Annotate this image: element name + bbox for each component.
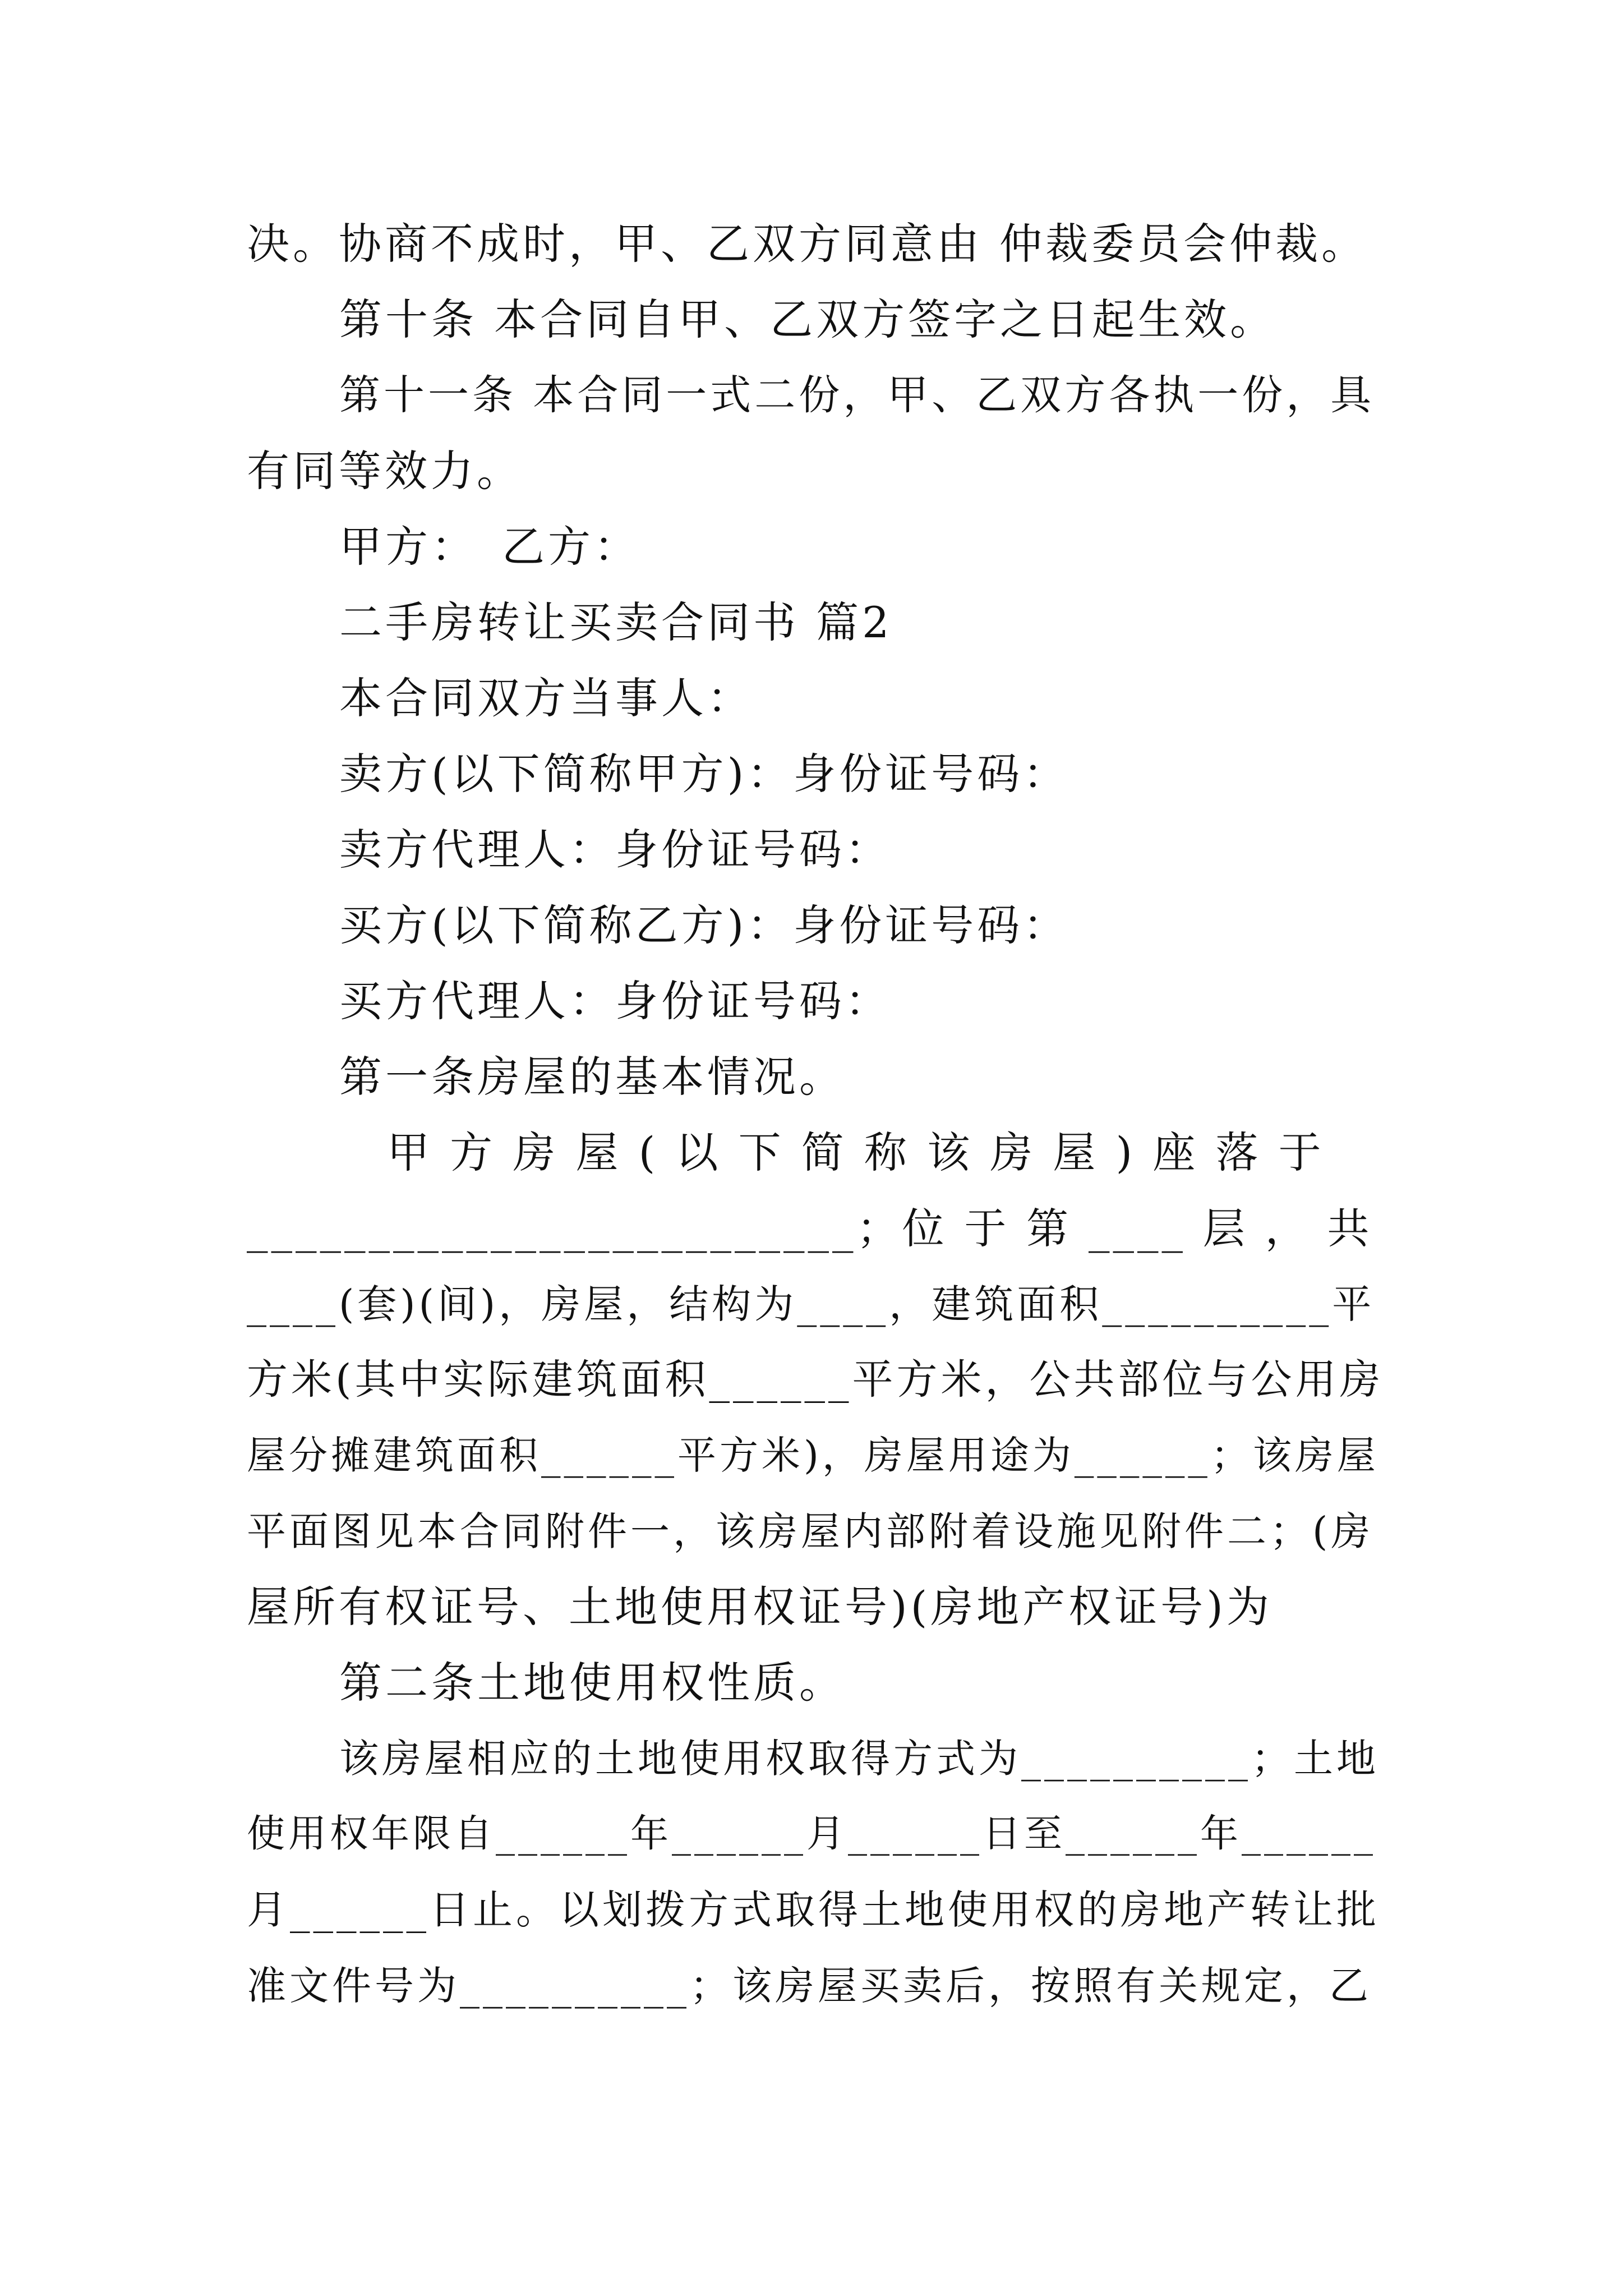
text-line: 卖方代理人：身份证号码： [339,825,891,875]
text-line: 平面图见本合同附件一，该房屋内部附着设施见附件二；(房 [247,1508,1374,1554]
text-line: 方米(其中实际建筑面积______平方米，公共部位与公用房 [247,1356,1384,1404]
text-line: 第一条房屋的基本情况。 [339,1052,845,1102]
text-line: 甲 方 房 屋 ( 以 下 简 称 该 房 屋 ) 座 落 于 [387,1128,1325,1177]
text-line: 该房屋相应的土地使用权取得方式为__________；土地 [339,1736,1379,1782]
text-line: 有同等效力。 [247,446,523,496]
text-line: _________________________；位 于 第 ____ 层 ， 共 [247,1204,1373,1253]
text-line: 本合同双方当事人： [339,673,753,723]
text-line: ____(套)(间)，房屋，结构为____，建筑面积__________平 [247,1281,1375,1327]
text-line: 卖方(以下简称甲方)：身份证号码： [339,749,1069,799]
text-line: 使用权年限自______年______月______日至______年______ [247,1812,1377,1856]
text-line: 准文件号为__________；该房屋买卖后，按照有关规定，乙 [247,1963,1372,2009]
text-line: 月______日止。以划拨方式取得土地使用权的房地产转让批 [247,1887,1380,1933]
text-line: 决。协商不成时，甲、乙双方同意由 仲裁委员会仲裁。 [247,219,1368,269]
text-line: 屋分摊建筑面积______平方米)，房屋用途为______；该房屋 [247,1433,1379,1478]
text-line: 买方(以下简称乙方)：身份证号码： [339,900,1069,950]
section-heading: 二手房转让买卖合同书 篇2 [339,597,893,647]
text-line: 甲方： 乙方： [339,522,640,572]
text-line: 第二条土地使用权性质。 [339,1658,845,1708]
text-line: 第十一条 本合同一式二份，甲、乙双方各执一份，具 [339,371,1375,419]
text-line: 第十条 本合同自甲、乙双方签字之日起生效。 [339,295,1276,344]
text-line: 屋所有权证号、土地使用权证号)(房地产权证号)为 [247,1582,1272,1632]
text-line: 买方代理人：身份证号码： [339,976,891,1026]
